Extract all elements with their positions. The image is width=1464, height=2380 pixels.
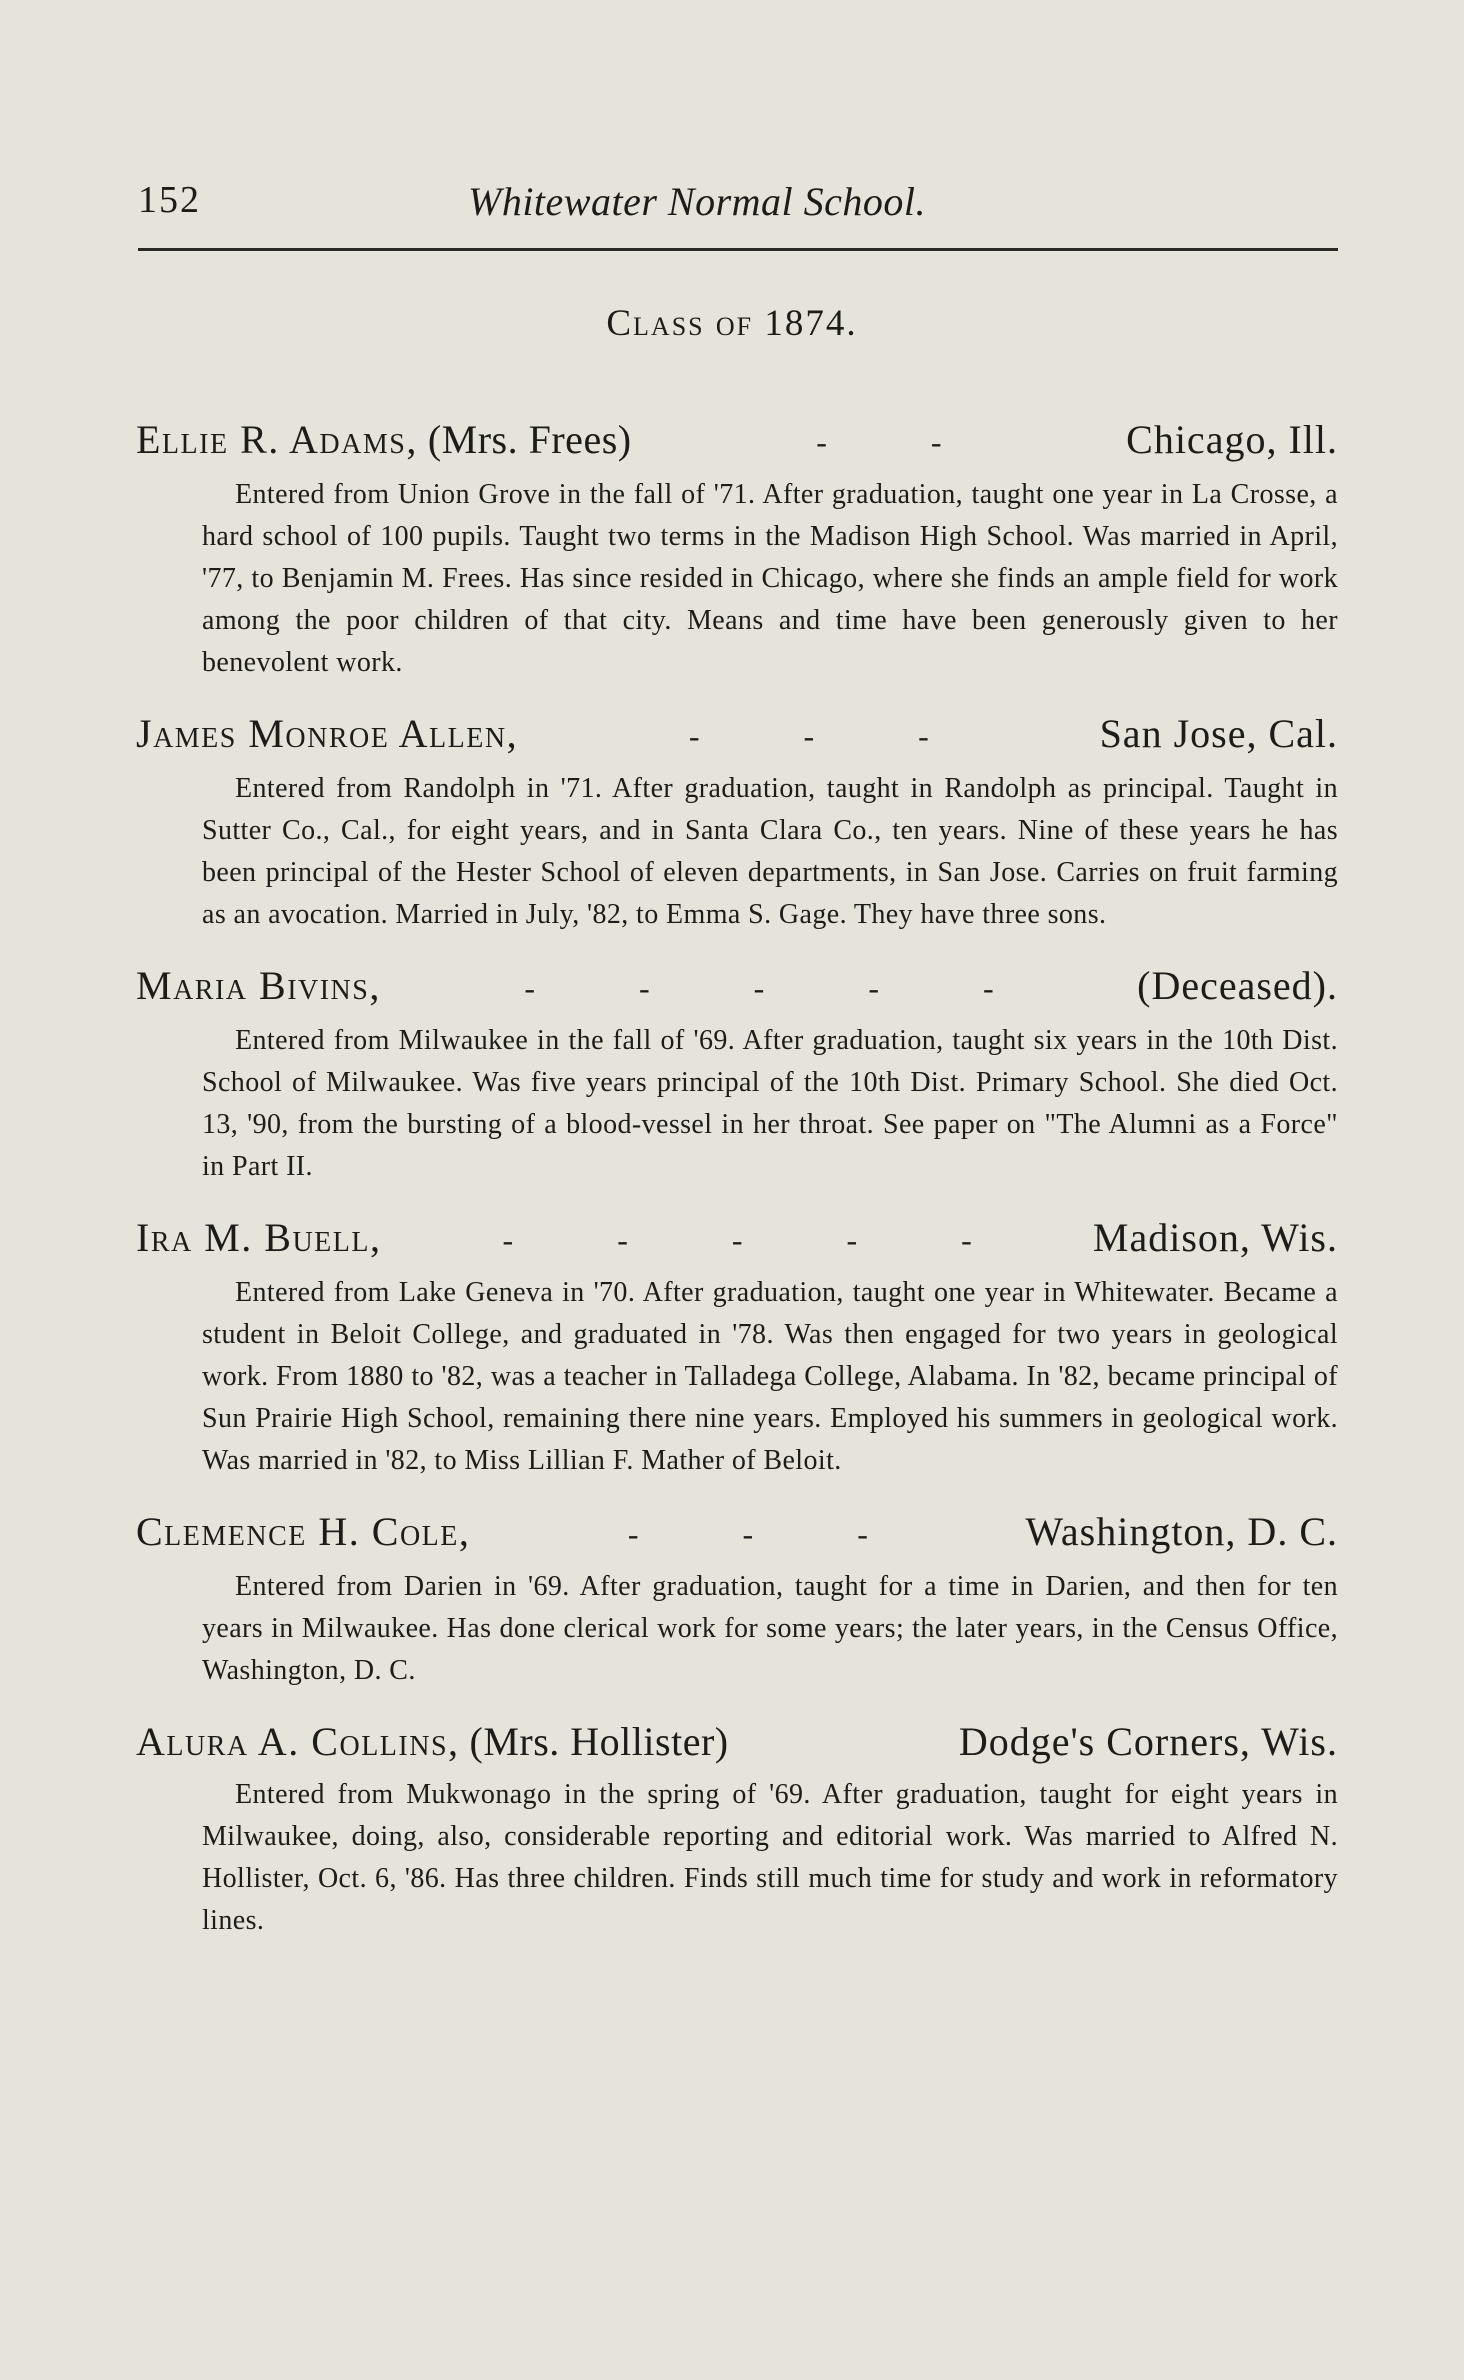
entry-place: Chicago, Ill.: [1126, 417, 1338, 462]
alumni-entry: [136, 1504, 1338, 1692]
entry-place: Madison, Wis.: [1092, 1215, 1338, 1260]
entry-name: Clemence H. Cole,: [136, 1509, 471, 1554]
class-title: Class of 1874.: [606, 303, 858, 344]
page-header: [138, 178, 1338, 238]
alumni-entry: [136, 958, 1338, 1188]
alumni-entry: [136, 706, 1338, 936]
entry-heading: [136, 1504, 1338, 1562]
entry-heading: [136, 1714, 1338, 1770]
entry-name: Maria Bivins,: [136, 963, 381, 1008]
entry-heading: [136, 958, 1338, 1016]
entry-leader: - - -: [627, 1516, 916, 1552]
entry-body: Entered from Mukwonago in the spring of '69. After graduation, taught for eight years in Milwaukee, doing, also, considerable reporting and editorial work. Was married to Alfred N. Hollister, Oct. 6, '86. Has three children. Finds still much time for study and work in reformatory lines.: [202, 1779, 1338, 1936]
header-rule: [138, 248, 1338, 251]
entry-note: (Mrs. Hollister): [469, 1719, 729, 1764]
entry-leader: - - -: [688, 718, 977, 754]
entry-leader: - - - - -: [502, 1222, 1020, 1258]
alumni-entry: [136, 1714, 1338, 1942]
entry-body: Entered from Milwaukee in the fall of '69. After graduation, taught six years in the 10th Dist. School of Milwaukee. Was five years principal of the 10th Dist. Primary School. She died Oct. 13, '90, from the bursting of a blood-vessel in her throat. See paper on "The Alumni as a Force" in Part II.: [202, 1025, 1338, 1182]
entry-heading: [136, 1210, 1338, 1268]
entry-place: Washington, D. C.: [1025, 1509, 1338, 1554]
entry-name: Ira M. Buell,: [136, 1215, 382, 1260]
entry-heading: [136, 706, 1338, 764]
entry-note: (Mrs. Frees): [427, 417, 632, 462]
entry-body: Entered from Darien in '69. After graduation, taught for a time in Darien, and then for ten years in Milwaukee. Has done clerical work for some years; the later years, in the Census Office, Washington, D. C.: [202, 1571, 1338, 1686]
entry-leader: - -: [816, 424, 990, 460]
alumni-list: [136, 412, 1338, 1964]
entry-name: Ellie R. Adams,: [136, 417, 418, 462]
entry-leader: - - - - -: [524, 970, 1042, 1006]
entry-place: Dodge's Corners, Wis.: [958, 1719, 1338, 1764]
entry-name: James Monroe Allen,: [136, 711, 519, 756]
entry-body: Entered from Union Grove in the fall of '71. After graduation, taught one year in La Crosse, a hard school of 100 pupils. Taught two terms in the Madison High School. Was married in April, '77, to Benjamin M. Frees. Has since resided in Chicago, where she finds an ample field for work among the poor children of that city. Means and time have been generously given to her benevolent work.: [202, 479, 1338, 678]
entry-place: (Deceased).: [1137, 963, 1338, 1008]
alumni-entry: [136, 1210, 1338, 1482]
entry-body: Entered from Randolph in '71. After graduation, taught in Randolph as principal. Taught in Sutter Co., Cal., for eight years, and in Santa Clara Co., ten years. Nine of these years he has been principal of the Hester School of eleven departments, in San Jose. Carries on fruit farming as an avocation. Married in July, '82, to Emma S. Gage. They have three sons.: [202, 773, 1338, 930]
entry-heading: [136, 412, 1338, 470]
entry-body: Entered from Lake Geneva in '70. After graduation, taught one year in Whitewater. Became a student in Beloit College, and graduated in '78. Was then engaged for two years in geological work. From 1880 to '82, was a teacher in Talladega College, Alabama. In '82, became principal of Sun Prairie High School, remaining there nine years. Employed his summers in geological work. Was married in '82, to Miss Lillian F. Mather of Beloit.: [202, 1277, 1338, 1476]
entry-name: Alura A. Collins,: [136, 1719, 460, 1764]
alumni-entry: [136, 412, 1338, 684]
running-title: Whitewater Normal School.: [468, 179, 927, 224]
page-number: 152: [138, 179, 201, 221]
entry-place: San Jose, Cal.: [1099, 711, 1338, 756]
